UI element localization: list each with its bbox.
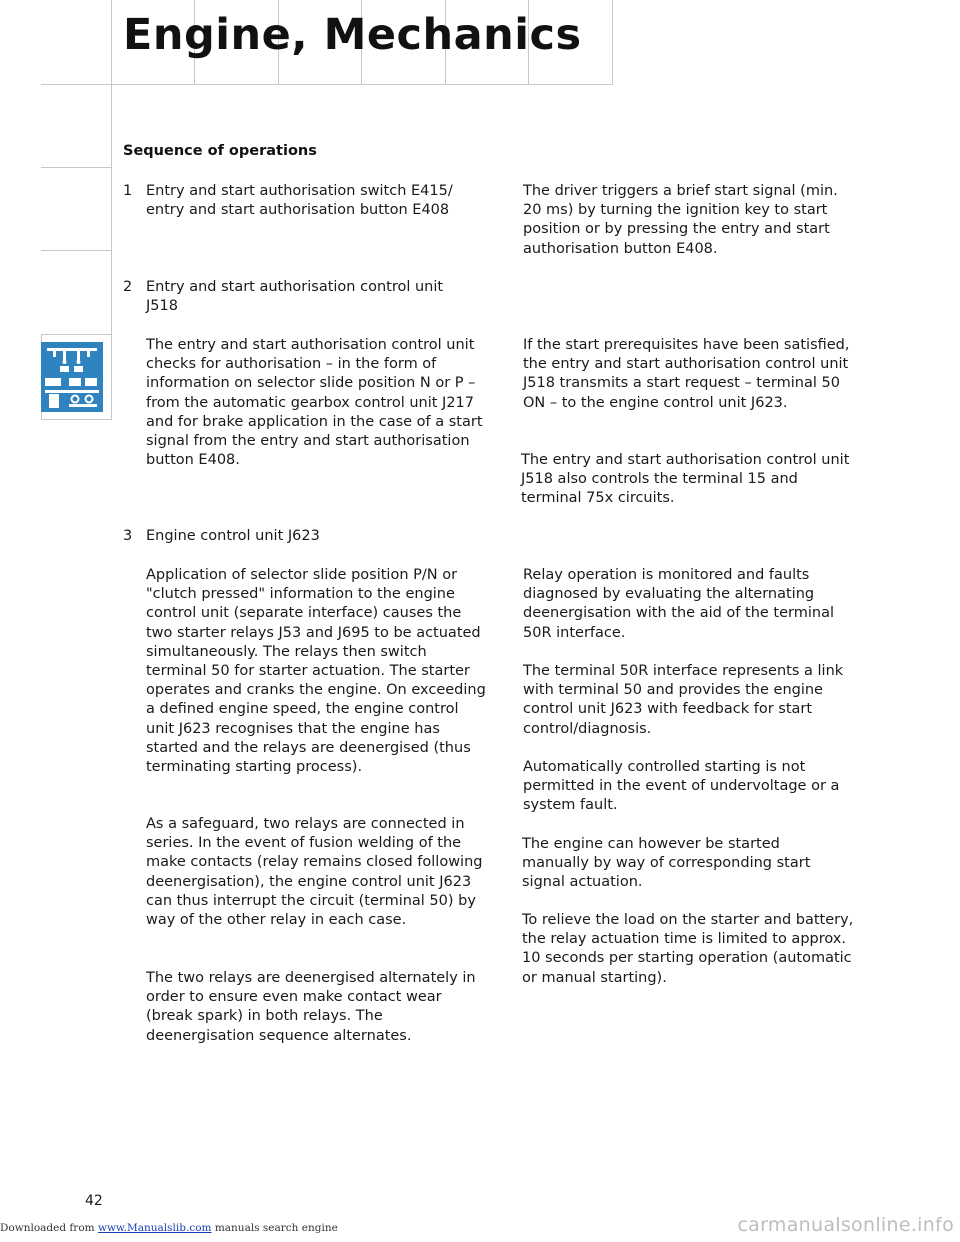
item-title: Entry and start authorisation switch E415/ entry and start authorisation button E408 [146,183,453,219]
header-grid-line [612,0,613,84]
engine-control-icon [41,342,103,412]
side-tab-line [111,84,112,420]
footer-prefix: Downloaded from [0,1222,98,1234]
item-title: Entry and start authorisation control unit J518 [146,279,444,315]
item-number: 2 [123,279,133,295]
side-tab-divider [41,250,111,251]
side-tab-divider [41,419,111,420]
item-description: Application of selector slide position P/N or "clutch pressed" information to the engine control unit (separate interface) causes the two starter relays J53 and J695 to be actuated simultaneously. The relays then switch terminal 50 for starter actuation. The starter operates and cranks the engine. On exceeding a defined engine speed, the engine control unit J623 recognises that the engine has started and the relays are deenergised (thus terminating starting process). [146,567,486,776]
page-number: 42 [85,1193,103,1209]
item-description: If the start prerequisites have been satisfied, the entry and start authorisation control unit J518 transmits a start request – terminal 50 ON – to the engine control unit J623. [523,337,850,411]
item-number: 3 [123,528,133,544]
item-description: The two relays are deenergised alternately in order to ensure even make contact wear (break spark) in both relays. The deenergisation sequence alternates. [146,970,476,1044]
watermark: carmanualsonline.info [737,1214,954,1236]
item-description: The driver triggers a brief start signal (min. 20 ms) by turning the ignition key to start position or by pressing the entry and start authorisation button E408. [523,183,838,257]
item-description: Automatically controlled starting is not permitted in the event of undervoltage or a system fault. [523,759,840,814]
item-description: Relay operation is monitored and faults diagnosed by evaluating the alternating deenergisation with the aid of the terminal 50R interface. [523,567,834,641]
header-grid-line [111,0,112,84]
item-description: The engine can however be started manually by way of corresponding start signal actuation. [522,836,811,891]
section-heading: Sequence of operations [123,143,317,159]
item-description: As a safeguard, two relays are connected in series. In the event of fusion welding of the make contacts (relay remains closed following deenergisation), the engine control unit J623 can thus interrupt the circuit (terminal 50) by way of the other relay in each case. [146,816,483,929]
item-number: 1 [123,183,133,199]
item-title: Engine control unit J623 [146,528,320,544]
download-footer [0,1222,338,1234]
page-title: Engine, Mechanics [123,10,582,60]
item-description: The terminal 50R interface represents a link with terminal 50 and provides the engine control unit J623 with feedback for start control/diagnosis. [523,663,844,737]
header-grid-line [41,84,613,85]
item-description: The entry and start authorisation control unit checks for authorisation – in the form of information on selector slide position N or P – from the automatic gearbox control unit J217 and for brake application in the case of a start signal from the entry and start authorisation button E408. [146,337,483,469]
item-description: To relieve the load on the starter and battery, the relay actuation time is limited to approx. 10 seconds per starting operation (automatic or manual starting). [522,912,854,986]
footer-suffix: manuals search engine [211,1222,338,1234]
side-tab-divider [41,167,111,168]
side-tab-divider [41,334,111,335]
manualslib-link[interactable]: www.Manualslib.com [97,1222,212,1234]
item-description: The entry and start authorisation control unit J518 also controls the terminal 15 and terminal 75x circuits. [521,452,850,507]
